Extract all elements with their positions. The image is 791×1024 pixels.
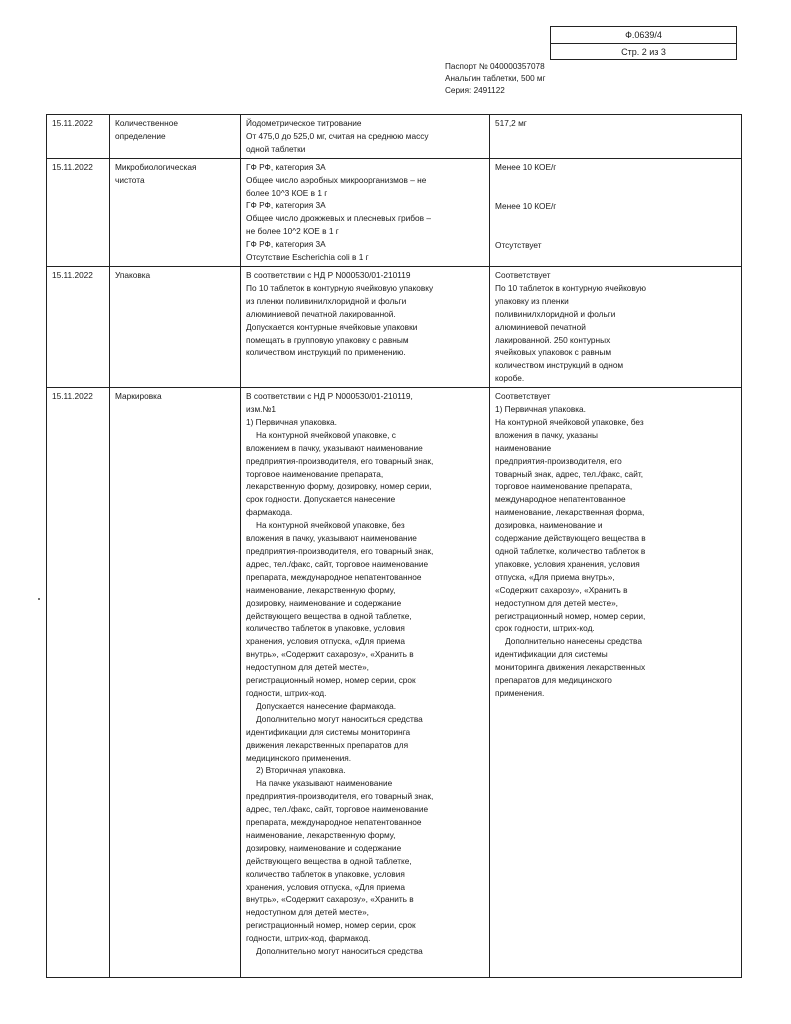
result-line: упаковку из пленки [495, 295, 569, 306]
form-code-box [550, 26, 737, 60]
test-name-cell [110, 266, 241, 387]
method-line: На пачке указывают наименование [256, 778, 393, 789]
method-line: дозировку, наименование и содержание [246, 842, 402, 853]
test-name-line: определение [115, 130, 166, 141]
method-line: предприятия-производителя, его товарный знак, [246, 546, 434, 556]
method-line: 1) Первичная упаковка. [246, 416, 337, 427]
method-cell [241, 266, 490, 387]
method-line: Йодометрическое титрование [246, 118, 362, 128]
method-line: недоступном для детей месте», [246, 907, 369, 918]
method-line: годности, штрих-код. [246, 687, 327, 698]
method-line: годности, штрих-код, фармакод. [246, 933, 371, 944]
method-line: торговое наименование препарата, [246, 468, 384, 479]
passport-block [445, 61, 546, 97]
result-line: одной таблетке, количество таблеток в [495, 546, 646, 556]
result-line [495, 174, 738, 187]
result-line: Соответствует [495, 269, 551, 280]
method-line: лекарственную форму, дозировку, номер серии, [246, 481, 432, 492]
method-line: помещать в групповую упаковку с равным [246, 334, 409, 345]
product-name: Анальгин таблетки, 500 мг [445, 74, 546, 83]
method-line: предприятия-производителя, его товарный знак, [246, 791, 434, 802]
result-line: отпуска, «Для приема внутрь», [495, 571, 615, 582]
method-line: препарата, международное непатентованное [246, 571, 422, 582]
method-line: От 475,0 до 525,0 мг, считая на среднюю массу [246, 130, 429, 141]
result-line: поливинилхлоридной и фольги [495, 308, 616, 319]
method-cell [241, 115, 490, 159]
method-line: ГФ РФ, категория 3А [246, 161, 326, 172]
method-line: изм.№1 [246, 404, 276, 415]
table-row [47, 115, 742, 159]
method-line: из пленки поливинилхлоридной и фольги [246, 295, 407, 306]
method-line: По 10 таблеток в контурную ячейковую упаковку [246, 282, 434, 293]
method-line: фармакода. [246, 507, 293, 518]
result-line: дозировка, наименование и [495, 520, 603, 531]
method-line: Общее число аэробных микроорганизмов – не [246, 174, 427, 185]
result-cell [490, 388, 742, 978]
method-line: внутрь», «Содержит сахарозу», «Хранить в [246, 894, 414, 905]
form-code: Ф.0639/4 [551, 27, 736, 44]
result-line: наименование [495, 442, 552, 453]
result-line [495, 226, 738, 239]
method-cell [241, 158, 490, 266]
series-number: Серия: 2491122 [445, 86, 505, 95]
passport-number: Паспорт № 040000357078 [445, 62, 545, 71]
result-cell [490, 115, 742, 159]
result-line: вложения в пачку, указаны [495, 429, 598, 440]
result-line: упаковке, условия хранения, условия [495, 558, 640, 569]
test-name-line: чистота [115, 174, 145, 185]
table-row [47, 388, 742, 978]
result-line: регистрационный номер, номер серии, [495, 610, 646, 621]
result-line: содержание действующего вещества в [495, 533, 646, 544]
result-line: 1) Первичная упаковка. [495, 404, 586, 415]
method-line: В соответствии с НД Р N000530/01-210119 [246, 269, 411, 280]
method-line: действующего вещества в одной таблетке, [246, 855, 412, 866]
result-line: Дополнительно нанесены средства [505, 636, 642, 647]
result-line: Отсутствует [495, 239, 542, 250]
result-line: наименование, лекарственная форма, [495, 507, 645, 518]
result-line [495, 213, 738, 226]
method-line: количество таблеток в упаковке, условия [246, 868, 405, 879]
method-line: внутрь», «Содержит сахарозу», «Хранить в [246, 649, 414, 660]
method-line: На контурной ячейковой упаковке, с [256, 429, 396, 440]
method-line: дозировку, наименование и содержание [246, 597, 402, 608]
method-line: Дополнительно могут наноситься средства [256, 946, 423, 957]
method-line: не более 10^2 КОЕ в 1 г [246, 226, 339, 237]
result-line: предприятия-производителя, его [495, 455, 622, 466]
result-line [495, 187, 738, 200]
result-line: 517,2 мг [495, 118, 527, 128]
date-cell: 15.11.2022 [47, 115, 110, 159]
date-cell: 15.11.2022 [47, 388, 110, 978]
test-name-cell [110, 158, 241, 266]
table-row [47, 158, 742, 266]
result-line: срок годности, штрих-код. [495, 623, 595, 634]
method-line: наименование, лекарственную форму, [246, 584, 396, 595]
test-name-cell [110, 388, 241, 978]
method-line: одной таблетки [246, 143, 306, 154]
method-line: Общее число дрожжевых и плесневых грибов – [246, 213, 431, 224]
result-line: недоступном для детей месте», [495, 597, 618, 608]
method-line: медицинского применения. [246, 752, 352, 763]
test-name-line: Количественное [115, 118, 178, 128]
method-line: регистрационный номер, номер серии, срок [246, 675, 416, 686]
method-line: Дополнительно могут наноситься средства [256, 713, 423, 724]
method-line: регистрационный номер, номер серии, срок [246, 920, 416, 931]
test-name-line: Микробиологическая [115, 161, 197, 172]
result-line: «Содержит сахарозу», «Хранить в [495, 584, 628, 595]
result-line: международное непатентованное [495, 494, 626, 505]
method-line: ГФ РФ, категория 3А [246, 239, 326, 250]
result-line: Менее 10 КОЕ/г [495, 161, 557, 172]
result-line: лакированной. 250 контурных [495, 334, 611, 345]
method-line: количество таблеток в упаковке, условия [246, 623, 405, 634]
method-line: движения лекарственных препаратов для [246, 739, 409, 750]
page-number: Стр. 2 из 3 [621, 47, 666, 57]
method-line: адрес, тел./факс, сайт, торговое наименование [246, 558, 429, 569]
result-line: На контурной ячейковой упаковке, без [495, 416, 644, 427]
method-line: хранения, условия отпуска, «Для приема [246, 636, 405, 647]
scan-mark [38, 598, 40, 600]
date-cell: 15.11.2022 [47, 266, 110, 387]
test-name-line: Упаковка [115, 269, 151, 280]
method-line: хранения, условия отпуска, «Для приема [246, 881, 405, 892]
method-line: недоступном для детей месте», [246, 662, 369, 673]
result-line: мониторинга движения лекарственных [495, 662, 646, 673]
method-line: срок годности. Допускается нанесение [246, 494, 396, 505]
method-line: идентификации для системы мониторинга [246, 726, 411, 737]
result-cell [490, 266, 742, 387]
test-name-cell [110, 115, 241, 159]
result-line: По 10 таблеток в контурную ячейковую [495, 282, 647, 293]
result-line: идентификации для системы [495, 649, 608, 660]
test-name-line: Маркировка [115, 391, 162, 402]
method-line: алюминиевой печатной лакированной. [246, 308, 396, 319]
table-row [47, 266, 742, 387]
result-line: алюминиевой печатной [495, 321, 586, 332]
method-line: Допускается контурные ячейковые упаковки [246, 321, 418, 332]
method-line: препарата, международное непатентованное [246, 817, 422, 828]
method-line: 2) Вторичная упаковка. [256, 765, 346, 776]
method-line: В соответствии с НД Р N000530/01-210119, [246, 391, 413, 402]
method-line: адрес, тел./факс, сайт, торговое наименование [246, 804, 429, 815]
method-line: вложения в пачку, указывают наименование [246, 533, 417, 544]
result-line: количеством инструкций в одном [495, 360, 624, 371]
date-cell: 15.11.2022 [47, 158, 110, 266]
method-line: более 10^3 КОЕ в 1 г [246, 187, 328, 198]
result-line: коробе. [495, 373, 525, 384]
result-line: Менее 10 КОЕ/г [495, 200, 557, 211]
method-line: предприятия-производителя, его товарный знак, [246, 455, 434, 466]
method-line: наименование, лекарственную форму, [246, 829, 396, 840]
method-line: ГФ РФ, категория 3А [246, 200, 326, 211]
result-line: препаратов для медицинского [495, 675, 612, 686]
result-cell [490, 158, 742, 266]
test-results-table [46, 114, 742, 978]
method-line: количеством инструкций по применению. [246, 347, 406, 358]
method-cell [241, 388, 490, 978]
method-line: На контурной ячейковой упаковке, без [256, 520, 405, 531]
result-line: торговое наименование препарата, [495, 481, 633, 492]
result-line: товарный знак, адрес, тел./факс, сайт, [495, 468, 644, 479]
method-line: вложением в пачку, указывают наименование [246, 442, 423, 453]
method-line: Допускается нанесение фармакода. [256, 700, 397, 711]
result-line: ячейковых упаковок с равным [495, 347, 612, 358]
method-line: Отсутствие Escherichia coli в 1 г [246, 252, 369, 263]
result-line: применения. [495, 687, 545, 698]
method-line: действующего вещества в одной таблетке, [246, 610, 412, 621]
result-line: Соответствует [495, 391, 551, 402]
